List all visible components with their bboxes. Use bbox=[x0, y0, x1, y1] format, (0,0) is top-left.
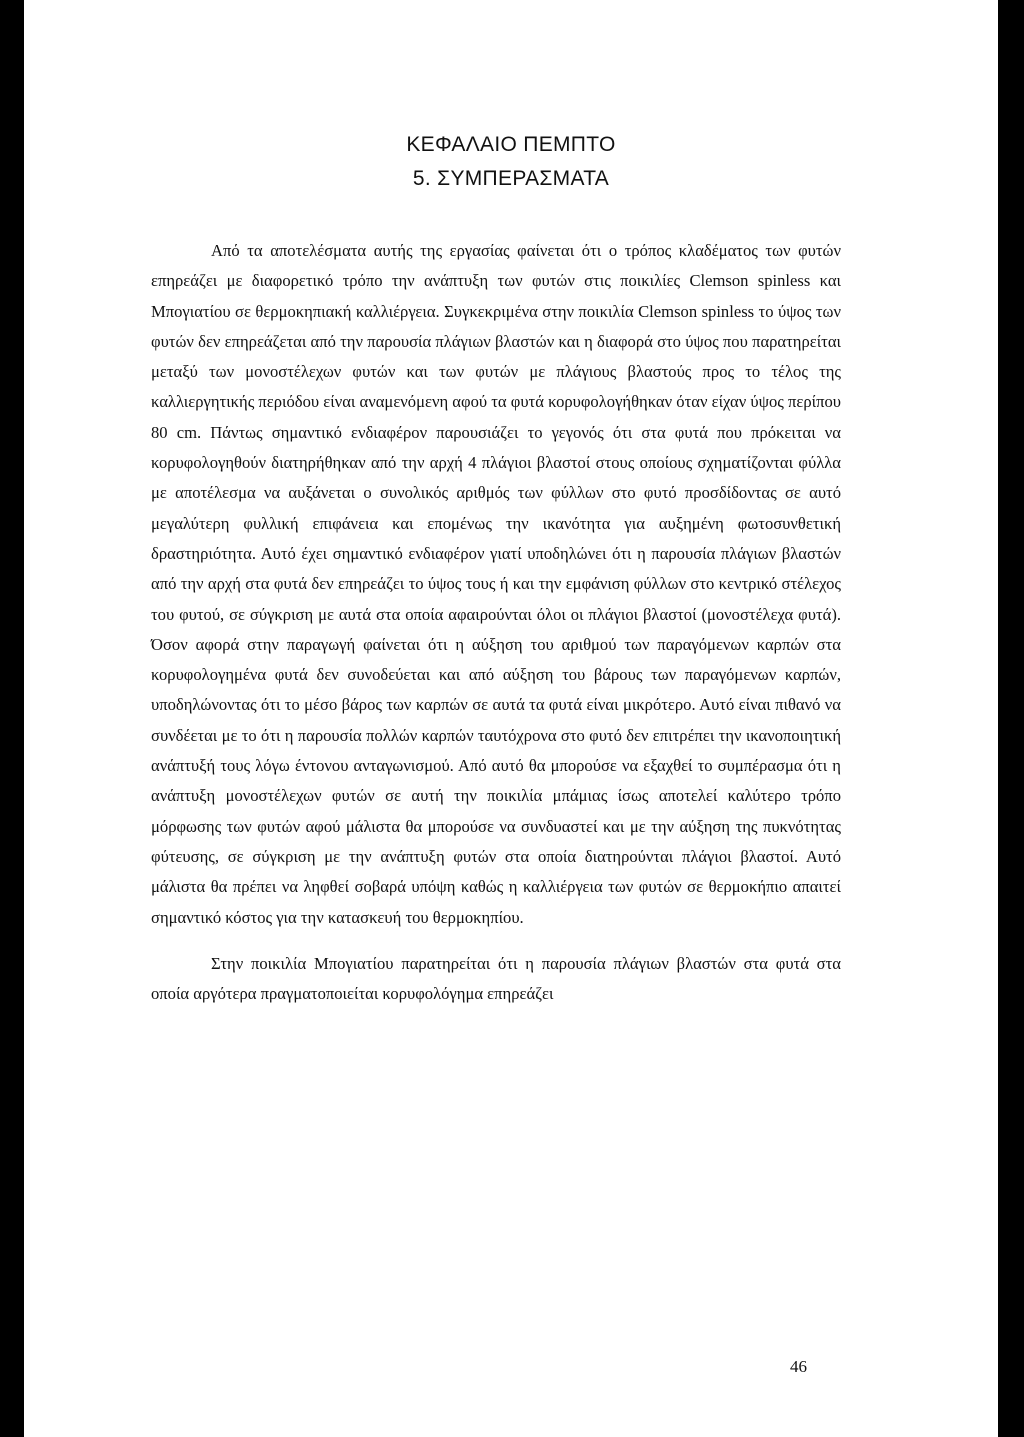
paragraph-conclusions-clemson: Από τα αποτελέσματα αυτής της εργασίας φαίνεται ότι ο τρόπος κλαδέματος των φυτών επηρεάζει με διαφορετικό τρόπο την ανάπτυξη των φυτών στις ποικιλίες Clemson spinless και Μπογιατίου σε θερμοκηπιακή καλλιέργεια. Συγκεκριμένα στην ποικιλία Clemson spinless το ύψος των φυτών δεν επηρεάζεται από την παρουσία πλάγιων βλαστών και η διαφορά στο ύψος που παρατηρείται μεταξύ των μονοστέλεχων φυτών και των φυτών με πλάγιους βλαστούς προς το τέλος της καλλιεργητικής περιόδου είναι αναμενόμενη αφού τα φυτά κορυφολογήθηκαν όταν είχαν ύψος περίπου 80 cm. Πάντως σημαντικό ενδιαφέρον παρουσιάζει το γεγονός ότι στα φυτά που πρόκειται να κορυφολογηθούν διατηρήθηκαν από την αρχή 4 πλάγιοι βλαστοί στους οποίους σχηματίζονται φύλλα με αποτέλεσμα να αυξάνεται ο συνολικός αριθμός των φύλλων στο φυτό προσδίδοντας σε αυτό μεγαλύτερη φυλλική επιφάνεια και επομένως την ικανότητα για αυξημένη φωτοσυνθετική δραστηριότητα. Αυτό έχει σημαντικό ενδιαφέρον γιατί υποδηλώνει ότι η παρουσία πλάγιων βλαστών από την αρχή στα φυτά δεν επηρεάζει το ύψος τους ή και την εμφάνιση φύλλων στο κεντρικό στέλεχος του φυτού, σε σύγκριση με αυτά στα οποία αφαιρούνται όλοι οι πλάγιοι βλαστοί (μονοστέλεχα φυτά). Όσον αφορά στην παραγωγή φαίνεται ότι η αύξηση του αριθμού των παραγόμενων καρπών στα κορυφολογημένα φυτά δεν συνοδεύεται και από αύξηση του βάρους των παραγόμενων καρπών, υποδηλώνοντας ότι το μέσο βάρος των καρπών σε αυτά τα φυτά είναι μικρότερο. Αυτό είναι πιθανό να συνδέεται με το ότι η παρουσία πολλών καρπών ταυτόχρονα στο φυτό δεν επιτρέπει την ικανοποιητική ανάπτυξή τους λόγω έντονου ανταγωνισμού. Από αυτό θα μπορούσε να εξαχθεί το συμπέρασμα ότι η ανάπτυξη μονοστέλεχων φυτών σε αυτή την ποικιλία μπάμιας ίσως αποτελεί καλύτερο τρόπο μόρφωσης των φυτών αφού μάλιστα θα μπορούσε να συνδυαστεί και με την αύξηση της πυκνότητας φύτευσης, σε σύγκριση με την ανάπτυξη φυτών στα οποία διατηρούνται πλάγιοι βλαστοί. Αυτό μάλιστα θα πρέπει να ληφθεί σοβαρά υπόψη καθώς η καλλιέργεια των φυτών σε θερμοκήπιο απαιτεί σημαντικό κόστος για την κατασκευή του θερμοκηπίου. bbox=[151, 241, 841, 927]
chapter-title: ΚΕΦΑΛΑΙΟ ΠΕΜΠΤΟ bbox=[406, 133, 616, 156]
section-title: 5. ΣΥΜΠΕΡΑΣΜΑΤΑ bbox=[412, 167, 610, 190]
document-page bbox=[24, 0, 998, 1437]
paragraph-conclusions-mpogiatiou: Στην ποικιλία Μπογιατίου παρατηρείται ότι η παρουσία πλάγιων βλαστών στα φυτά στα οποία αργότερα πραγματοποιείται κορυφολόγημα επηρεάζει bbox=[151, 953, 841, 1004]
page-number: 46 bbox=[790, 1357, 807, 1376]
body-text bbox=[151, 236, 841, 1009]
